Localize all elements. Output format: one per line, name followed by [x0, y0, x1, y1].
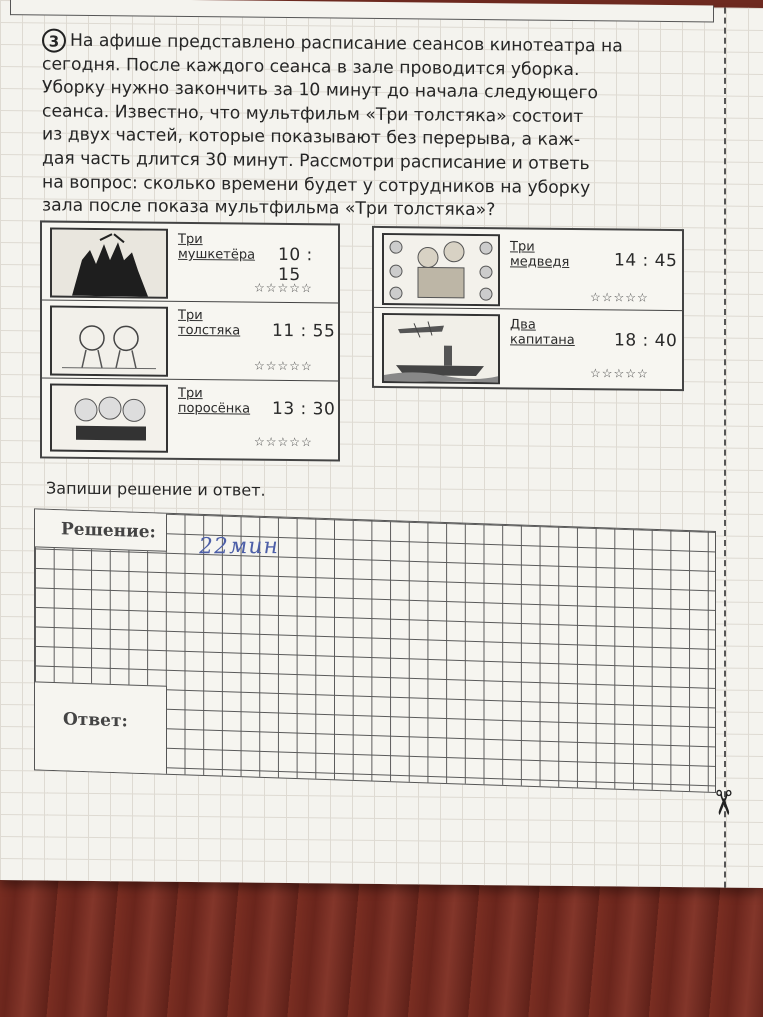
two-captains-poster-image: [382, 313, 500, 384]
answer-grid[interactable]: [34, 508, 716, 793]
solution-label: Решение:: [35, 509, 167, 551]
three-bears-poster-image: [382, 233, 500, 306]
showtime: 14 : 45: [614, 250, 678, 272]
showtime: 11 : 55: [272, 320, 336, 342]
cut-line: [724, 8, 726, 888]
schedule-card-title: Два капитана: [510, 317, 575, 349]
schedule-card-three-bears: [374, 228, 682, 311]
schedule-right-column: [372, 226, 684, 391]
write-solution-prompt: Запиши решение и ответ.: [46, 478, 266, 500]
answer-label: Ответ:: [35, 681, 167, 773]
task-line-2: сегодня. После каждого сеанса в зале проводится уборка.: [42, 54, 580, 80]
showtime: 10 : 15: [278, 244, 313, 286]
rating-stars: ☆☆☆☆☆: [590, 290, 649, 305]
task-line-6: дая часть длится 30 минут. Рассмотри расписание и ответь: [42, 148, 590, 175]
schedule-card-two-captains: [374, 308, 682, 389]
task-line-1: 3 На афише представлено расписание сеансов кинотеатра на: [42, 28, 722, 60]
task-number-badge: 3: [42, 28, 66, 52]
task-line-7: на вопрос: сколько времени будет у сотрудников на уборку: [42, 172, 591, 198]
rating-stars: ☆☆☆☆☆: [254, 280, 313, 296]
showtime: 13 : 30: [272, 398, 336, 420]
schedule-card-title: Три толстяка: [178, 307, 241, 339]
rating-stars: ☆☆☆☆☆: [590, 366, 649, 381]
task-text: [42, 28, 722, 225]
task-line-3: Уборку нужно закончить за 10 минут до начала следующего: [42, 77, 598, 104]
showtime: 18 : 40: [614, 330, 678, 352]
three-musketeers-poster-image: [50, 228, 168, 299]
task-line-8: зала после показа мультфильма «Три толстяка»?: [42, 195, 496, 221]
rating-stars: ☆☆☆☆☆: [254, 434, 313, 450]
schedule-card-three-fat-men: [42, 300, 338, 381]
previous-task-box-edge: [10, 0, 714, 22]
schedule-card-title: Три медведя: [510, 239, 570, 270]
schedule-card-title: Три мушкетёра: [178, 231, 256, 263]
scissors-icon: ✂: [702, 788, 743, 818]
task-line-4: сеанса. Известно, что мультфильм «Три толстяка» состоит: [42, 101, 584, 127]
three-fat-men-poster-image: [50, 306, 168, 377]
handwritten-answer: 22мин: [198, 534, 280, 560]
schedule-card-three-piglets: [42, 378, 338, 457]
task-line-5: из двух частей, которые показывают без перерыва, а каж-: [42, 124, 581, 151]
three-piglets-poster-image: [50, 384, 168, 453]
rating-stars: ☆☆☆☆☆: [254, 358, 313, 374]
schedule-card-title: Три поросёнка: [178, 385, 251, 417]
schedule-left-column: [40, 220, 340, 461]
schedule-card-three-musketeers: [42, 222, 338, 303]
